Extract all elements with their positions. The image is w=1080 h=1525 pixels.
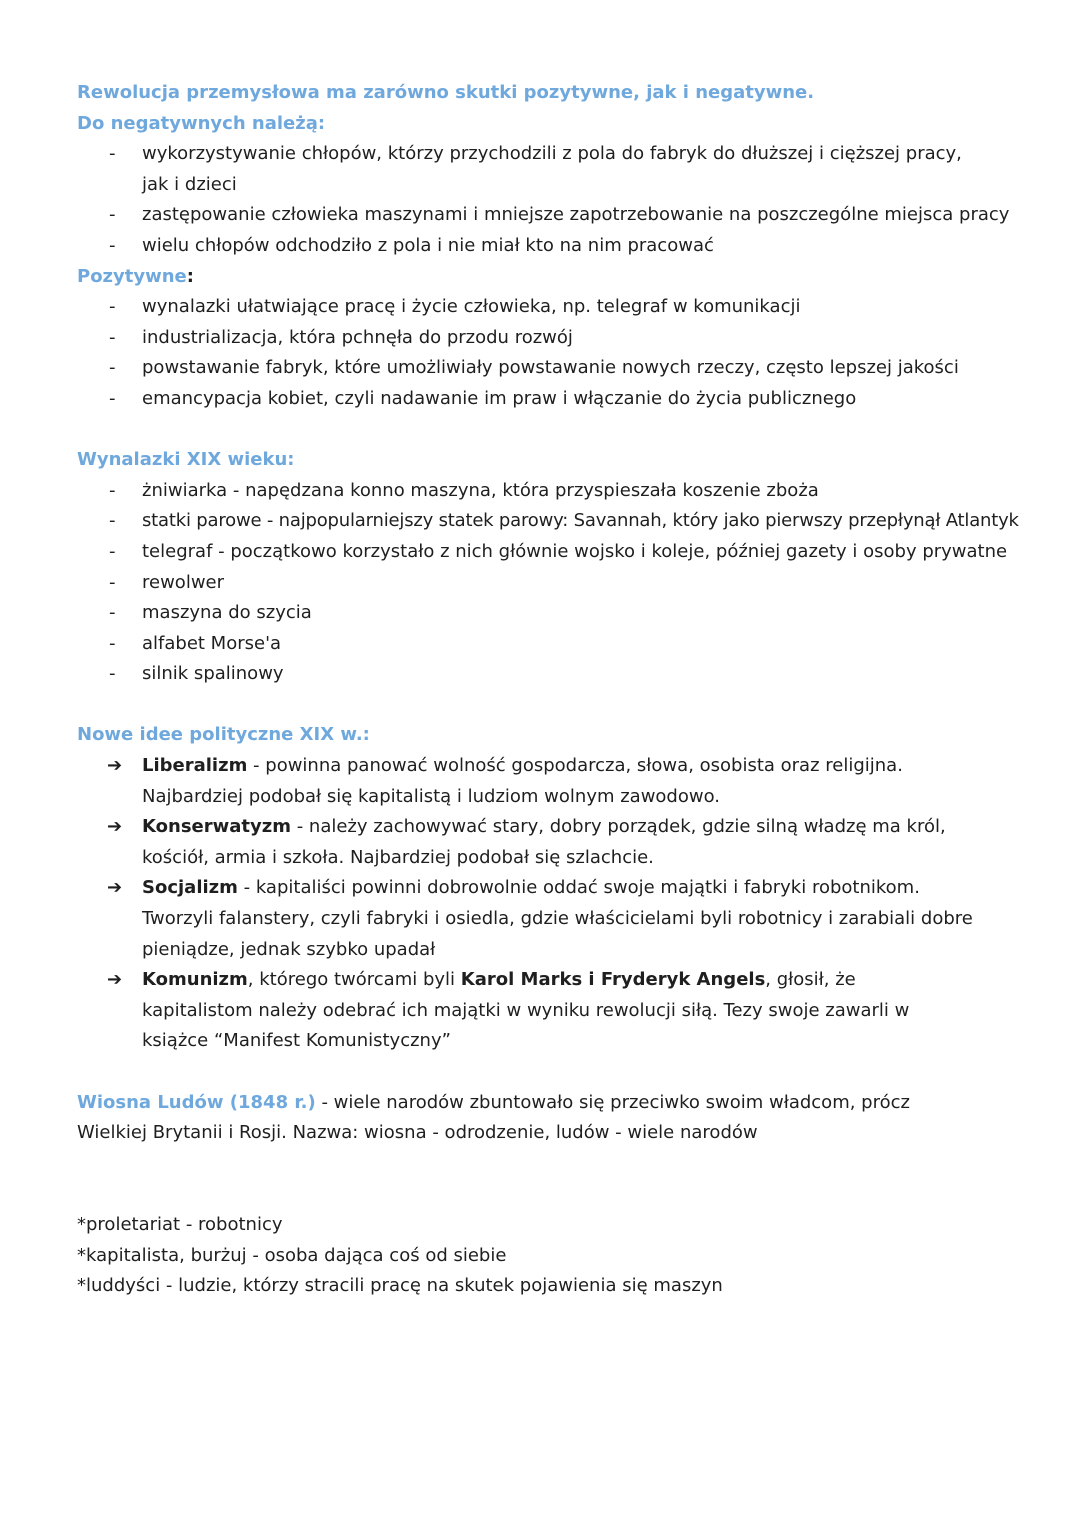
list-item: - industrializacja, która pchnęła do przodu rozwój bbox=[77, 323, 1040, 354]
list-item: - żniwiarka - napędzana konno maszyna, która przyspieszała koszenie zboża bbox=[77, 476, 1040, 507]
list-item: - rewolwer bbox=[77, 568, 1040, 599]
idea-term: Socjalizm bbox=[142, 877, 238, 899]
spring-label: Wiosna Ludów (1848 r.) bbox=[77, 1091, 316, 1113]
list-item: - wynalazki ułatwiające pracę i życie człowieka, np. telegraf w komunikacji bbox=[77, 292, 1040, 323]
idea-text: , którego twórcami byli bbox=[247, 969, 461, 991]
positives-label: Pozytywne bbox=[77, 265, 187, 287]
idea-text: - powinna panować wolność gospodarcza, słowa, osobista oraz religijna. Najbardziej podobał się kapitalistą i ludziom wolnym zawodowo. bbox=[142, 755, 903, 807]
glossary-item: *proletariat - robotnicy bbox=[77, 1213, 283, 1235]
list-item: - wielu chłopów odchodziło z pola i nie miał kto na nim pracować bbox=[77, 231, 1040, 262]
negatives-list bbox=[77, 139, 1040, 261]
list-item: - emancypacja kobiet, czyli nadawanie im praw i włączanie do życia publicznego bbox=[77, 384, 1040, 415]
positives-colon: : bbox=[186, 265, 194, 287]
glossary-item: *kapitalista, burżuj - osoba dająca coś od siebie bbox=[77, 1244, 507, 1266]
idea-authors: Karol Marks i Fryderyk Angels bbox=[460, 969, 766, 991]
glossary-item: *luddyści - ludzie, którzy stracili pracę na skutek pojawienia się maszyn bbox=[77, 1275, 723, 1297]
idea-communism bbox=[77, 965, 1040, 1057]
list-item: - zastępowanie człowieka maszynami i mniejsze zapotrzebowanie na poszczególne miejsca pracy bbox=[77, 200, 1040, 231]
list-item: - powstawanie fabryk, które umożliwiały powstawanie nowych rzeczy, często lepszej jakości bbox=[77, 353, 1040, 384]
idea-socialism bbox=[77, 873, 1040, 965]
positives-label-line bbox=[77, 262, 1040, 293]
inventions-list bbox=[77, 476, 1040, 690]
idea-term: Konserwatyzm bbox=[142, 816, 291, 838]
spacer bbox=[77, 1149, 1040, 1210]
spring-of-nations bbox=[77, 1088, 1040, 1149]
idea-term: Liberalizm bbox=[142, 755, 248, 777]
spacer bbox=[77, 690, 1040, 721]
spacer bbox=[77, 1057, 1040, 1088]
idea-term: Komunizm bbox=[142, 969, 248, 991]
intro-heading: Rewolucja przemysłowa ma zarówno skutki pozytywne, jak i negatywne. bbox=[77, 82, 815, 103]
spring-text: - wiele narodów zbuntowało się przeciwko swoim władcom, prócz Wielkiej Brytanii i Rosji. Nazwa: wiosna - odrodzenie, ludów - wiele narodów bbox=[77, 1091, 910, 1144]
list-item: - wykorzystywanie chłopów, którzy przychodzili z pola do fabryk do dłuższej i cięższej pracy, jak i dzieci bbox=[77, 139, 1040, 200]
inventions-heading: Wynalazki XIX wieku: bbox=[77, 449, 295, 471]
arrow-icon: ➔ bbox=[107, 755, 123, 777]
list-item: - statki parowe - najpopularniejszy statek parowy: Savannah, który jako pierwszy przepłynął Atlantyk bbox=[77, 506, 1040, 537]
arrow-icon: ➔ bbox=[107, 877, 123, 899]
idea-text: - kapitaliści powinni dobrowolnie oddać swoje majątki i fabryki robotnikom. Tworzyli falanstery, czyli fabryki i osiedla, gdzie właścicielami byli robotnicy i zarabiali dobre pieniądze, jednak szybko upadał bbox=[142, 877, 973, 960]
ideas-heading: Nowe idee polityczne XIX w.: bbox=[77, 724, 370, 746]
idea-text: - należy zachowywać stary, dobry porządek, gdzie silną władzę ma król, kościół, armia i szkoła. Najbardziej podobał się szlachcie. bbox=[142, 816, 946, 868]
negatives-label: Do negatywnych należą: bbox=[77, 112, 326, 134]
idea-liberalism bbox=[77, 751, 1040, 812]
ideas-list bbox=[77, 751, 1040, 1057]
positives-list bbox=[77, 292, 1040, 414]
arrow-icon: ➔ bbox=[107, 969, 123, 991]
arrow-icon: ➔ bbox=[107, 816, 123, 838]
list-item: - alfabet Morse'a bbox=[77, 629, 1040, 660]
idea-conservatism bbox=[77, 812, 1040, 873]
list-item: - telegraf - początkowo korzystało z nich głównie wojsko i koleje, później gazety i osoby prywatne bbox=[77, 537, 1040, 568]
spacer bbox=[77, 415, 1040, 446]
list-item: - silnik spalinowy bbox=[77, 659, 1040, 690]
idea-text: , głosił, że kapitalistom należy odebrać ich majątki w wyniku rewolucji siłą. Tezy swoje zawarli w książce “Manifest Komunistyczny” bbox=[142, 969, 910, 1052]
list-item: - maszyna do szycia bbox=[77, 598, 1040, 629]
